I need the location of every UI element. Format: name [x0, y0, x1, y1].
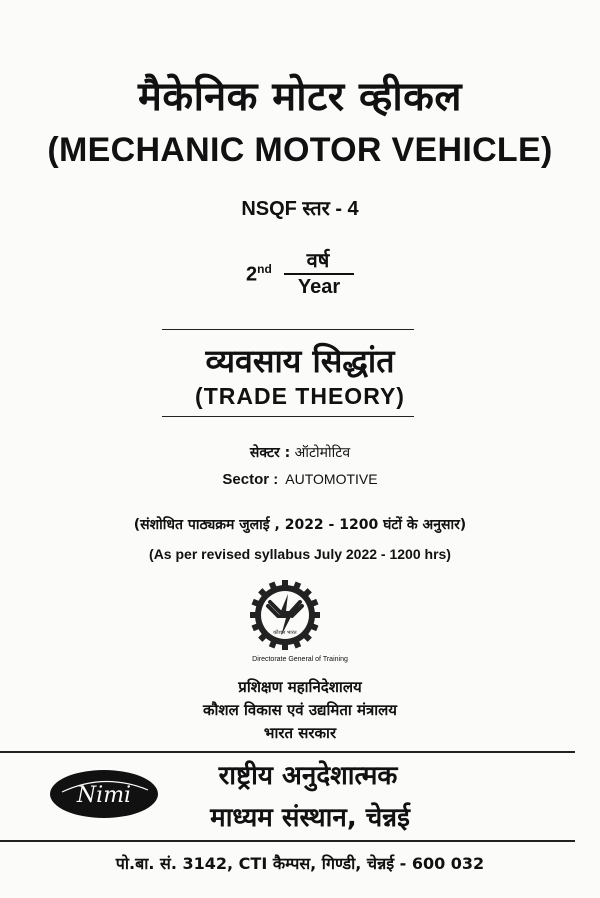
sector-english: Sector : AUTOMOTIVE	[222, 471, 378, 488]
nimi-logo-text: Nimi	[76, 783, 132, 808]
rule-institute-bottom	[0, 840, 575, 842]
emblem-caption: Directorate General of Training	[252, 656, 348, 663]
syllabus-english: (As per revised syllabus July 2022 - 1200 hrs)	[149, 546, 451, 562]
ministry-line-2: कौशल विकास एवं उद्यमिता मंत्रालय	[202, 701, 398, 719]
dgt-gear-lightning-icon	[250, 580, 320, 650]
title-hindi: मैकेनिक मोटर व्हीकल	[137, 74, 463, 120]
nsqf-level: NSQF स्तर - 4	[241, 198, 359, 220]
rule-institute-top	[0, 751, 575, 753]
subject-hindi: व्यवसाय सिद्धांत	[205, 342, 395, 380]
year-block	[246, 246, 356, 304]
institute-name-line-2: माध्यम संस्थान, चेन्नई	[210, 803, 410, 833]
syllabus-hindi: (संशोधित पाठ्यक्रम जुलाई , 2022 - 1200 घंटों के अनुसार)	[133, 517, 467, 533]
institute-name-line-1: राष्ट्रीय अनुदेशात्मक	[218, 761, 398, 791]
year-hindi: वर्ष	[306, 248, 330, 272]
year-divider	[284, 273, 354, 275]
sector-hindi: सेक्टर : ऑटोमोटिव	[249, 445, 351, 461]
year-english: Year	[297, 276, 341, 298]
ministry-line-1: प्रशिक्षण महानिदेशालय	[238, 678, 362, 696]
nimi-logo	[48, 768, 160, 820]
subject-english: (TRADE THEORY)	[195, 383, 405, 409]
ministry-line-3: भारत सरकार	[263, 724, 337, 742]
emblem-motto: कौशल भारत	[273, 630, 297, 636]
address: पो.बा. सं. 3142, CTI कैम्पस, गिण्डी, चेन्नई - 600 032	[115, 854, 485, 873]
rule-bottom	[162, 416, 414, 417]
year-number: 2nd	[246, 262, 272, 286]
title-english: (MECHANIC MOTOR VEHICLE)	[47, 131, 553, 169]
rule-top	[162, 329, 414, 330]
